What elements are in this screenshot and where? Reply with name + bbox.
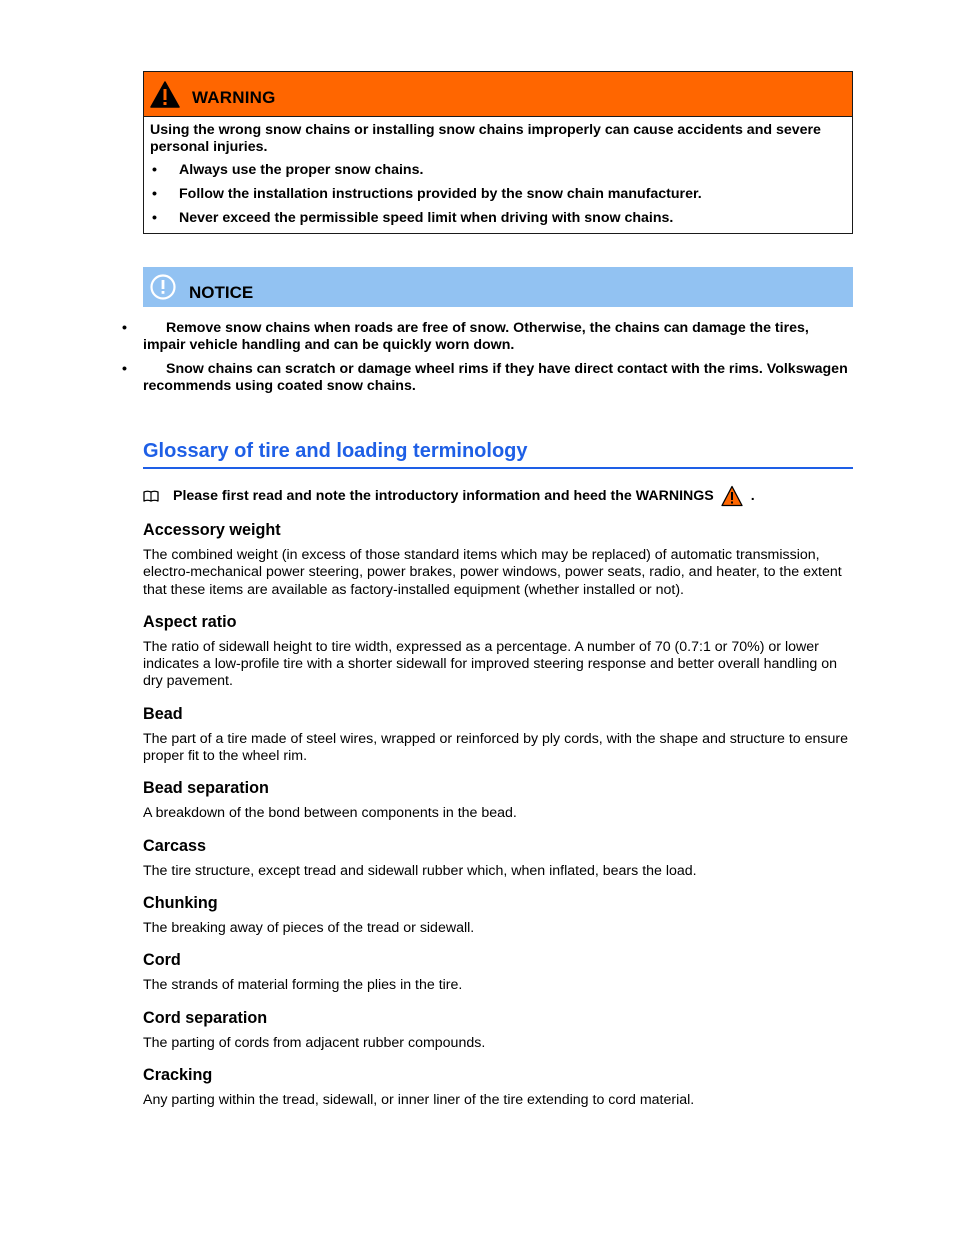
bullet-icon: •: [152, 210, 157, 226]
glossary-entry: [143, 705, 853, 766]
glossary-definition: A breakdown of the bond between components in the bead.: [143, 805, 517, 822]
manual-page: [122, 71, 853, 1109]
glossary-term: Cord: [143, 951, 181, 970]
glossary-definition: The combined weight (in excess of those standard items which may be replaced) of automatic transmission, electro-mechanical power steering, power brakes, power windows, power seats, radio, and heater, to the extent that these items are available as factory-installed equipment (whether installed or not).: [143, 547, 842, 598]
glossary-term: Bead separation: [143, 779, 269, 798]
warning-header: [144, 72, 852, 117]
notice-title: NOTICE: [189, 283, 254, 302]
glossary-entry: [143, 837, 853, 880]
glossary-entry: [143, 951, 853, 994]
glossary-term: Cord separation: [143, 1008, 268, 1027]
glossary-definition: The part of a tire made of steel wires, wrapped or reinforced by ply cords, with the shape and structure to ensure proper fit to the wheel rim.: [143, 730, 849, 765]
notice-exclamation-icon: [149, 273, 177, 301]
warning-triangle-icon: [150, 81, 180, 108]
bullet-icon: •: [152, 186, 157, 202]
warning-list: [150, 162, 846, 227]
glossary-definition: Any parting within the tread, sidewall, or inner liner of the tire extending to cord material.: [143, 1091, 695, 1108]
section-heading: Glossary of tire and loading terminology: [143, 440, 853, 469]
glossary-term: Cracking: [143, 1065, 213, 1084]
notice-body: [122, 307, 853, 395]
intro-end: .: [750, 488, 755, 504]
glossary-definition: The breaking away of pieces of the tread or sidewall.: [143, 919, 475, 936]
bullet-icon: •: [152, 162, 157, 178]
glossary-definition: The parting of cords from adjacent rubber compounds.: [143, 1034, 486, 1051]
glossary-term: Accessory weight: [143, 521, 281, 539]
glossary-entry: [143, 521, 853, 599]
warning-item: • Never exceed the permissible speed limit when driving with snow chains.: [152, 210, 674, 226]
warning-triangle-icon[interactable]: [721, 485, 743, 507]
glossary-entry: [143, 1009, 853, 1052]
warning-item: • Always use the proper snow chains.: [152, 162, 424, 178]
warning-intro: Using the wrong snow chains or installing snow chains improperly can cause accidents and severe personal injuries.: [150, 122, 821, 155]
notice-header: [143, 267, 853, 307]
notice-item: • Remove snow chains when roads are free of snow. Otherwise, the chains can damage the tires, impair vehicle handling and can be quickly worn down.: [122, 320, 809, 353]
book-icon: [143, 490, 159, 502]
bullet-icon: •: [122, 361, 127, 377]
glossary-definition: The strands of material forming the plies in the tire.: [143, 977, 463, 994]
warning-box: [143, 71, 853, 234]
glossary-term: Aspect ratio: [143, 612, 237, 631]
glossary-entry: [143, 1066, 853, 1109]
warning-body: [144, 117, 852, 233]
notice-list: [122, 320, 853, 395]
glossary-entries: [143, 521, 853, 1109]
intro-line: [143, 485, 853, 507]
intro-text: Please first read and note the introductory information and heed the WARNINGS: [173, 488, 714, 504]
glossary-entry: [143, 779, 853, 822]
glossary-definition: The ratio of sidewall height to tire width, expressed as a percentage. A number of 70 (0.7:1 or 70%) or lower indicates a low-profile tire with a shorter sidewall for improved steering response and better overall handling on dry pavement.: [143, 638, 837, 690]
glossary-term: Chunking: [143, 893, 218, 912]
glossary-entry: [143, 613, 853, 691]
glossary-term: Bead: [143, 704, 183, 723]
warning-title: WARNING: [192, 88, 276, 107]
warning-item: • Follow the installation instructions provided by the snow chain manufacturer.: [152, 186, 702, 202]
bullet-icon: •: [122, 320, 127, 336]
glossary-entry: [143, 894, 853, 937]
notice-item: • Snow chains can scratch or damage wheel rims if they have direct contact with the rims. Volkswagen recommends using coated snow chains.: [122, 361, 848, 394]
glossary-definition: The tire structure, except tread and sidewall rubber which, when inflated, bears the load.: [143, 862, 697, 879]
glossary-term: Carcass: [143, 836, 207, 855]
